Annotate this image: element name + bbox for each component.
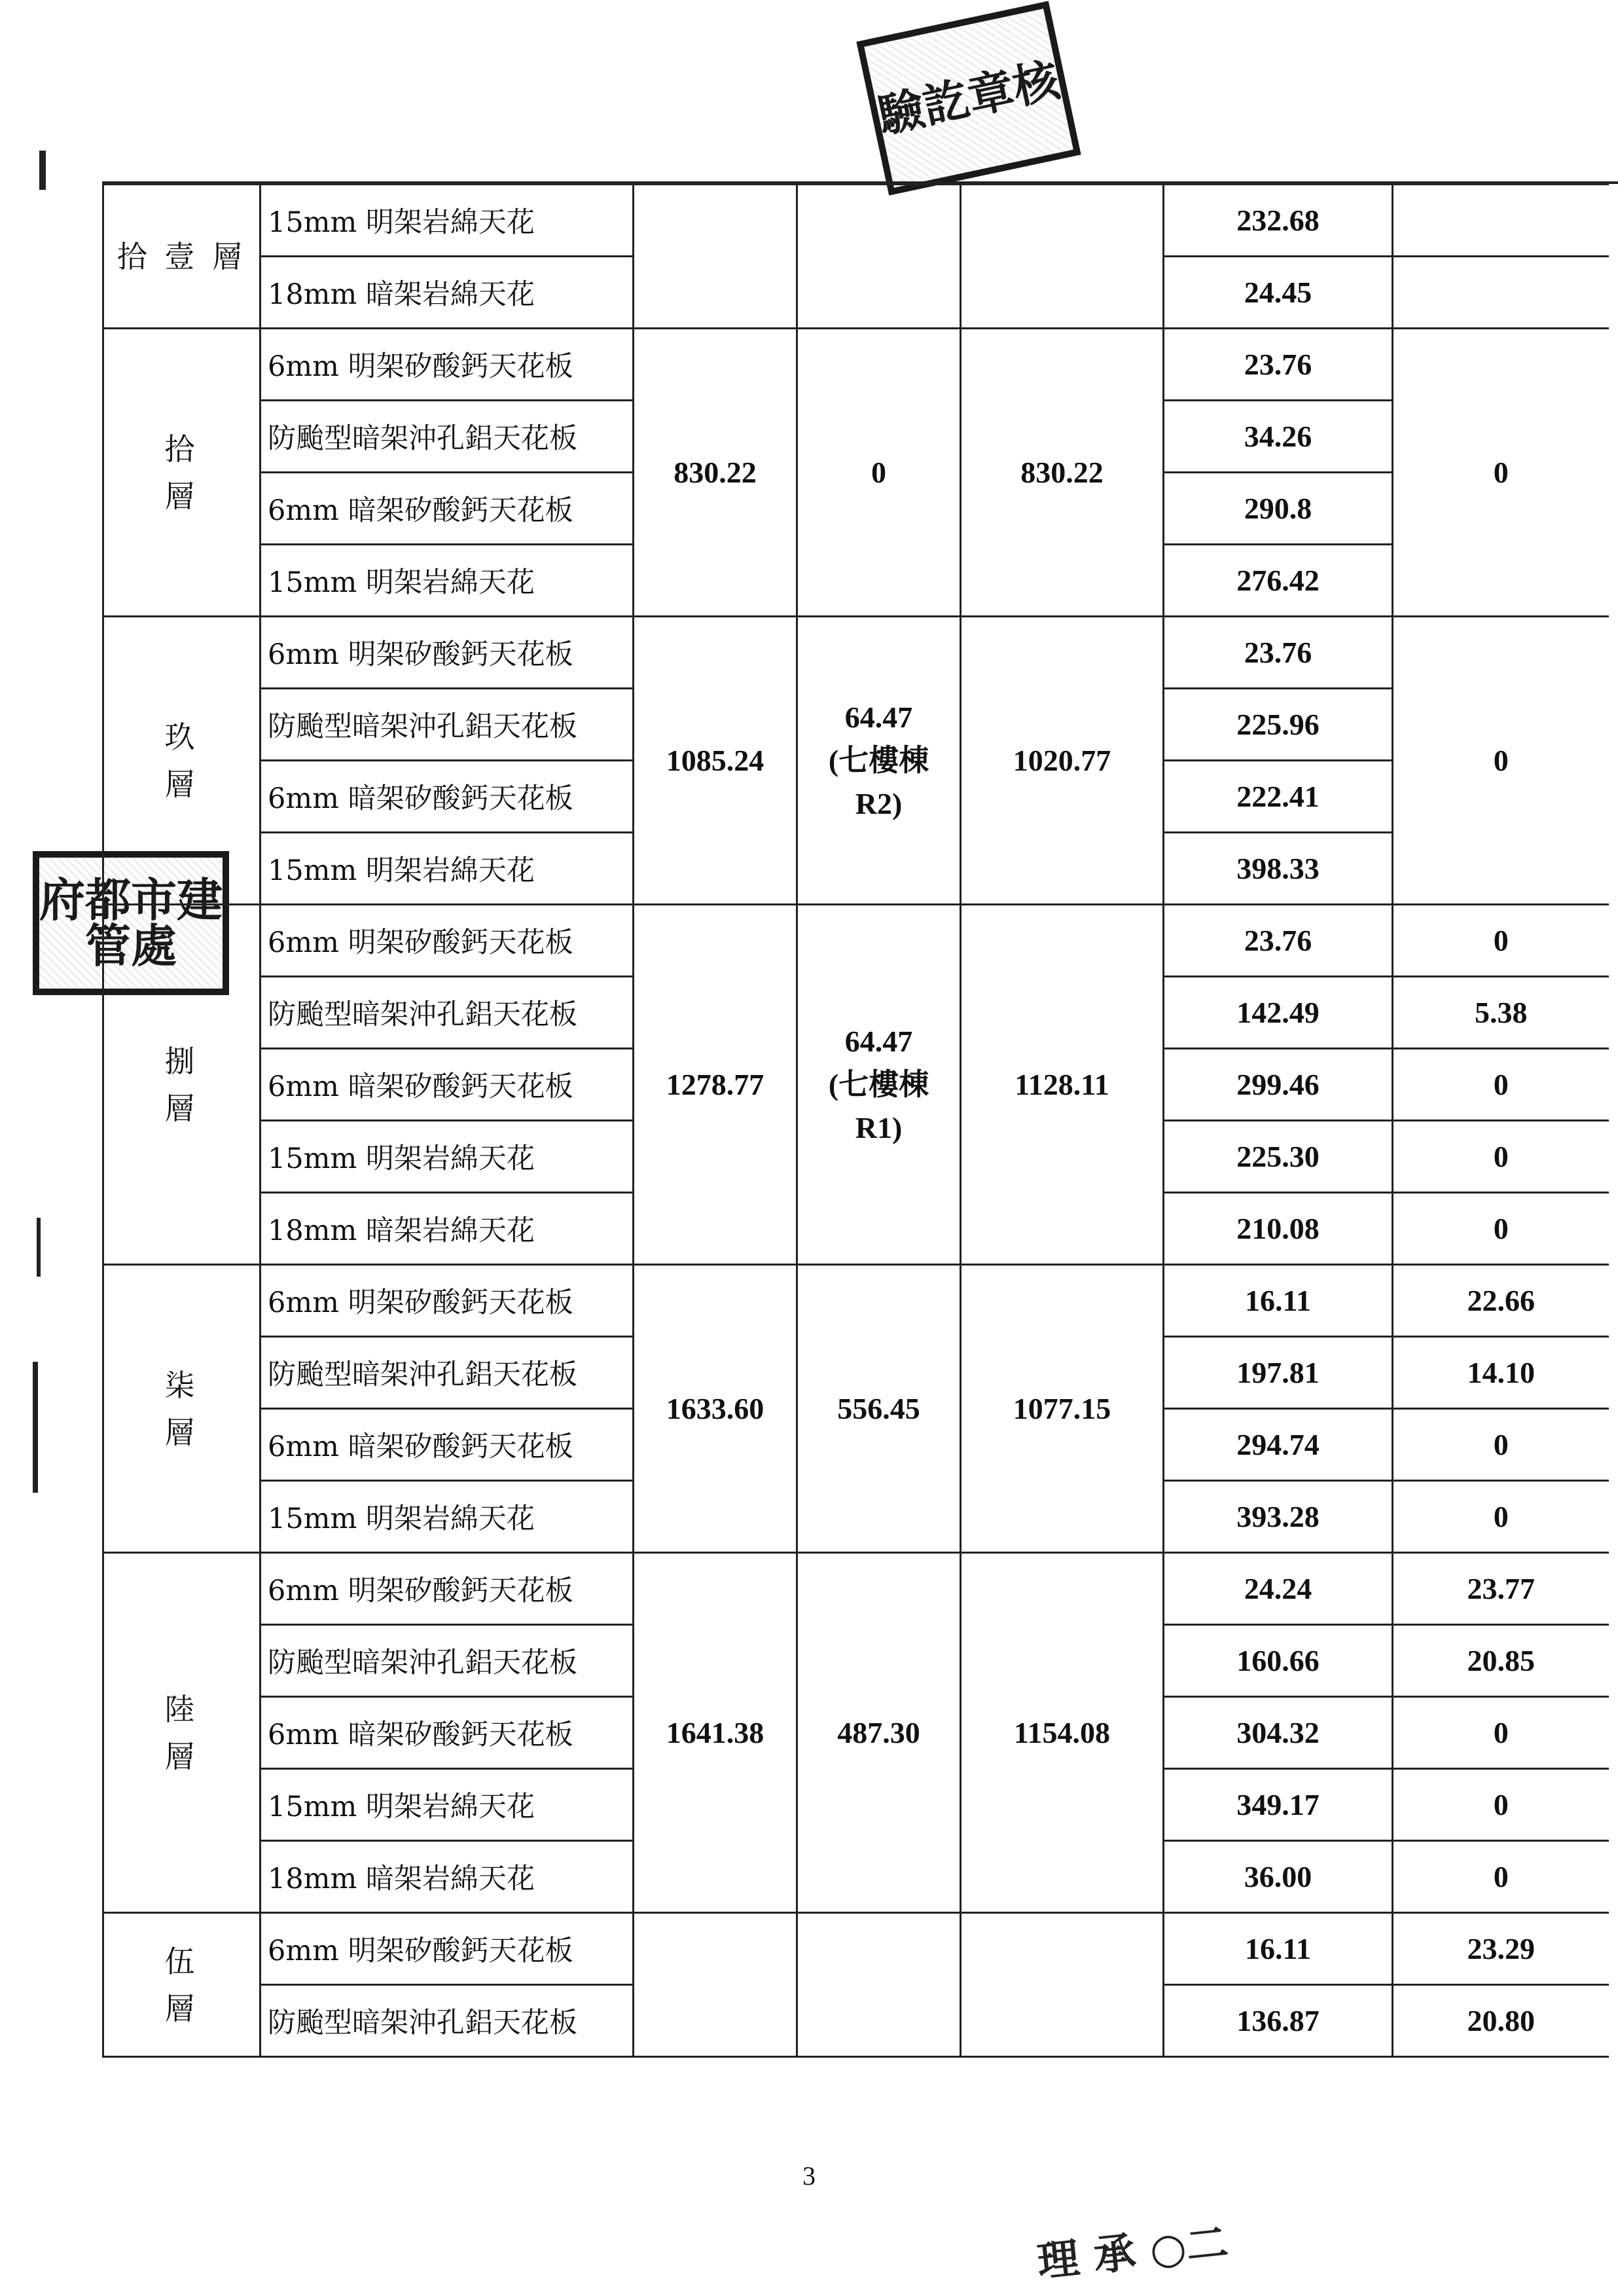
item-area: 393.28 — [1164, 1481, 1393, 1553]
official-seal-left: 府 都 市 建 管 處 — [33, 851, 229, 995]
item-extra-value: 5.38 — [1393, 977, 1609, 1049]
item-name: 6mm 暗架矽酸鈣天花板 — [261, 1409, 634, 1481]
area-final — [961, 185, 1164, 329]
item-area: 349.17 — [1164, 1769, 1393, 1841]
item-extra-value: 0 — [1393, 1697, 1609, 1769]
group-extra-value: 0 — [1393, 617, 1609, 905]
item-extra-value — [1393, 257, 1609, 329]
binding-mark — [37, 1218, 41, 1277]
item-extra-value: 0 — [1393, 1049, 1609, 1121]
item-area: 232.68 — [1164, 185, 1393, 257]
item-area: 23.76 — [1164, 905, 1393, 977]
item-name: 防颱型暗架沖孔鋁天花板 — [261, 1625, 634, 1697]
item-extra-value: 0 — [1393, 1409, 1609, 1481]
item-name: 防颱型暗架沖孔鋁天花板 — [261, 1337, 634, 1409]
item-name: 防颱型暗架沖孔鋁天花板 — [261, 1985, 634, 2057]
item-area: 398.33 — [1164, 833, 1393, 905]
area-change: 556.45 — [797, 1265, 961, 1553]
item-area: 294.74 — [1164, 1409, 1393, 1481]
item-extra-value: 0 — [1393, 1481, 1609, 1553]
item-extra-value: 20.80 — [1393, 1985, 1609, 2057]
item-name: 防颱型暗架沖孔鋁天花板 — [261, 689, 634, 761]
area-final: 830.22 — [961, 329, 1164, 617]
area-final — [961, 1913, 1164, 2057]
area-total: 830.22 — [634, 329, 797, 617]
floor-label: 拾 壹 層 — [103, 185, 261, 329]
item-area: 136.87 — [1164, 1985, 1393, 2057]
item-name: 15mm 明架岩綿天花 — [261, 545, 634, 617]
area-total — [634, 185, 797, 329]
item-area: 225.96 — [1164, 689, 1393, 761]
area-total: 1641.38 — [634, 1553, 797, 1913]
area-final: 1128.11 — [961, 905, 1164, 1265]
table-row — [103, 1913, 1609, 1985]
item-name: 18mm 暗架岩綿天花 — [261, 257, 634, 329]
item-name: 6mm 明架矽酸鈣天花板 — [261, 329, 634, 401]
area-total: 1085.24 — [634, 617, 797, 905]
item-name: 6mm 暗架矽酸鈣天花板 — [261, 473, 634, 545]
table-row — [103, 905, 1609, 977]
area-change — [797, 1913, 961, 2057]
item-area: 36.00 — [1164, 1841, 1393, 1913]
table-row — [103, 1265, 1609, 1337]
item-area: 142.49 — [1164, 977, 1393, 1049]
area-change: 64.47 (七樓棟 R2) — [797, 617, 961, 905]
floor-label: 伍 層 — [103, 1913, 261, 2057]
item-extra-value: 0 — [1393, 1769, 1609, 1841]
floor-label: 玖 層 — [103, 617, 261, 905]
page-number: 3 — [802, 2161, 816, 2191]
table-row — [103, 329, 1609, 401]
item-extra-value: 0 — [1393, 1121, 1609, 1193]
area-total — [634, 1913, 797, 2057]
item-area: 24.45 — [1164, 257, 1393, 329]
floor-label: 陸 層 — [103, 1553, 261, 1913]
item-name: 6mm 暗架矽酸鈣天花板 — [261, 1049, 634, 1121]
item-area: 290.8 — [1164, 473, 1393, 545]
table-row — [103, 1553, 1609, 1625]
margin-handwritten-note: 理 承 ○二 — [1035, 2217, 1231, 2287]
area-final: 1154.08 — [961, 1553, 1164, 1913]
item-area: 160.66 — [1164, 1625, 1393, 1697]
item-area: 299.46 — [1164, 1049, 1393, 1121]
item-name: 防颱型暗架沖孔鋁天花板 — [261, 401, 634, 473]
item-area: 16.11 — [1164, 1913, 1393, 1985]
binding-mark — [39, 151, 46, 190]
table-row — [103, 617, 1609, 689]
item-name: 6mm 明架矽酸鈣天花板 — [261, 1553, 634, 1625]
item-name: 6mm 明架矽酸鈣天花板 — [261, 1265, 634, 1337]
group-extra-value: 0 — [1393, 329, 1609, 617]
floor-label: 柒 層 — [103, 1265, 261, 1553]
item-name: 15mm 明架岩綿天花 — [261, 1121, 634, 1193]
ceiling-quantity-table — [102, 183, 1609, 2058]
area-total: 1633.60 — [634, 1265, 797, 1553]
item-name: 6mm 明架矽酸鈣天花板 — [261, 905, 634, 977]
floor-label: 拾 層 — [103, 329, 261, 617]
area-change: 0 — [797, 329, 961, 617]
area-change: 64.47 (七樓棟 R1) — [797, 905, 961, 1265]
item-name: 6mm 明架矽酸鈣天花板 — [261, 617, 634, 689]
item-name: 15mm 明架岩綿天花 — [261, 833, 634, 905]
binding-mark — [33, 1362, 38, 1493]
item-name: 6mm 暗架矽酸鈣天花板 — [261, 1697, 634, 1769]
area-change — [797, 185, 961, 329]
official-seal-top: 驗 訖 章 核 — [856, 1, 1081, 195]
item-extra-value: 14.10 — [1393, 1337, 1609, 1409]
item-area: 276.42 — [1164, 545, 1393, 617]
area-final: 1077.15 — [961, 1265, 1164, 1553]
item-extra-value: 23.77 — [1393, 1553, 1609, 1625]
item-area: 34.26 — [1164, 401, 1393, 473]
item-name: 6mm 明架矽酸鈣天花板 — [261, 1913, 634, 1985]
item-name: 18mm 暗架岩綿天花 — [261, 1193, 634, 1265]
item-extra-value: 0 — [1393, 905, 1609, 977]
table-row — [103, 185, 1609, 257]
item-name: 15mm 明架岩綿天花 — [261, 1481, 634, 1553]
item-area: 222.41 — [1164, 761, 1393, 833]
item-area: 197.81 — [1164, 1337, 1393, 1409]
item-extra-value: 20.85 — [1393, 1625, 1609, 1697]
area-total: 1278.77 — [634, 905, 797, 1265]
item-name: 18mm 暗架岩綿天花 — [261, 1841, 634, 1913]
item-area: 210.08 — [1164, 1193, 1393, 1265]
item-area: 23.76 — [1164, 617, 1393, 689]
item-area: 304.32 — [1164, 1697, 1393, 1769]
item-name: 15mm 明架岩綿天花 — [261, 185, 634, 257]
area-change: 487.30 — [797, 1553, 961, 1913]
item-area: 225.30 — [1164, 1121, 1393, 1193]
floor-label: 捌 層 — [103, 905, 261, 1265]
item-area: 16.11 — [1164, 1265, 1393, 1337]
item-extra-value: 0 — [1393, 1841, 1609, 1913]
item-extra-value: 23.29 — [1393, 1913, 1609, 1985]
item-extra-value: 0 — [1393, 1193, 1609, 1265]
item-area: 23.76 — [1164, 329, 1393, 401]
area-final: 1020.77 — [961, 617, 1164, 905]
item-area: 24.24 — [1164, 1553, 1393, 1625]
item-name: 6mm 暗架矽酸鈣天花板 — [261, 761, 634, 833]
item-name: 防颱型暗架沖孔鋁天花板 — [261, 977, 634, 1049]
item-name: 15mm 明架岩綿天花 — [261, 1769, 634, 1841]
item-extra-value — [1393, 185, 1609, 257]
item-extra-value: 22.66 — [1393, 1265, 1609, 1337]
